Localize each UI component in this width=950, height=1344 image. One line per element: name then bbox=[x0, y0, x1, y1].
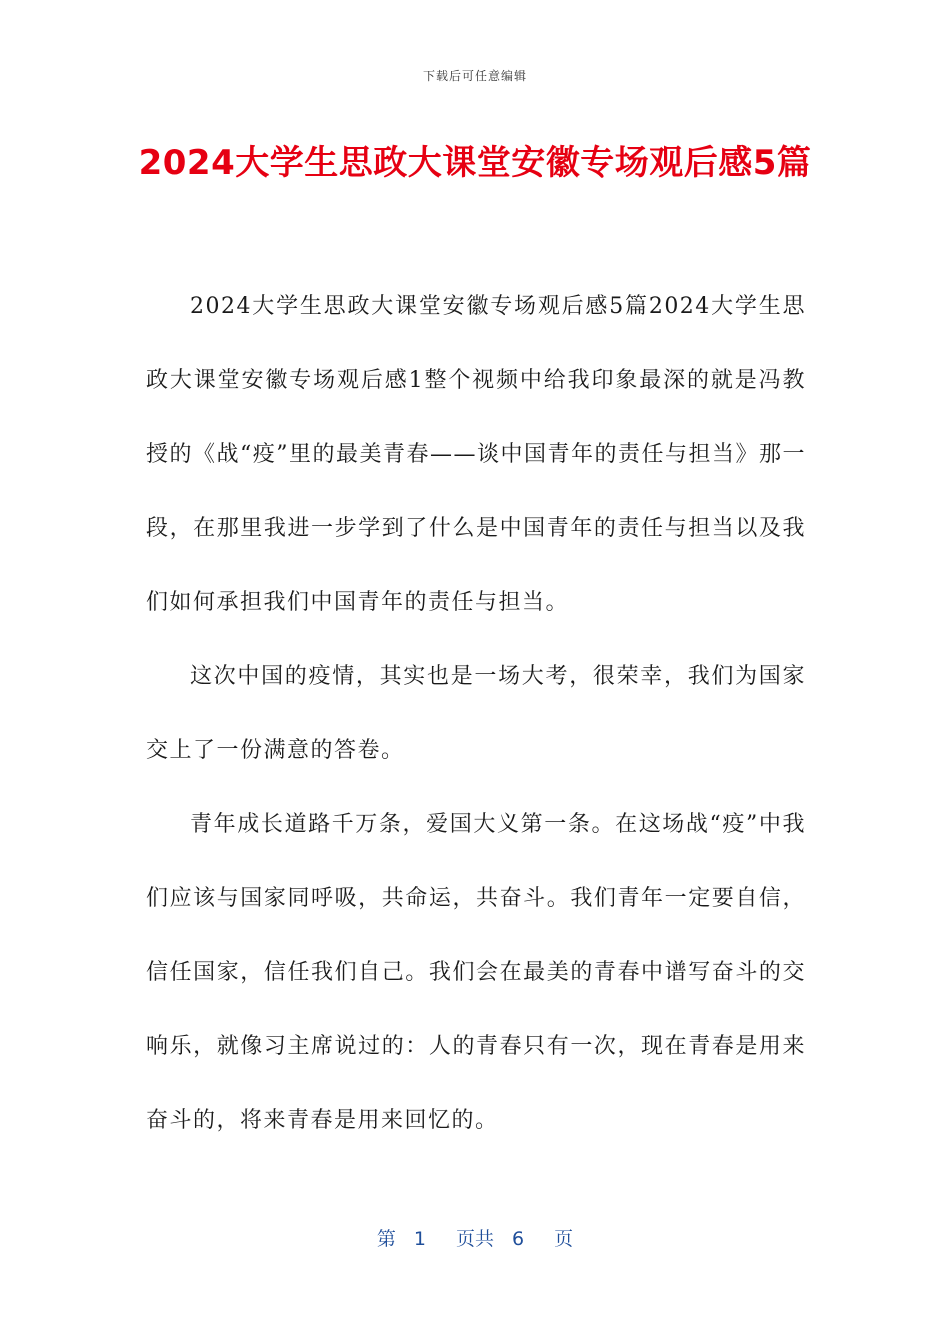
document-title: 2024大学生思政大课堂安徽专场观后感5篇 bbox=[138, 143, 812, 183]
page-footer bbox=[0, 1224, 950, 1251]
paragraph: 这次中国的疫情，其实也是一场大考，很荣幸，我们为国家交上了一份满意的答卷。 bbox=[146, 664, 806, 763]
page-suffix: 页 bbox=[554, 1228, 574, 1250]
page-number: 1 bbox=[413, 1228, 426, 1250]
paragraph: 2024大学生思政大课堂安徽专场观后感5篇2024大学生思政大课堂安徽专场观后感1整个视频中给我印象最深的就是冯教授的《战“疫”里的最美青春——谈中国青年的责任与担当》那一段，在那里我进一步学到了什么是中国青年的责任与担当以及我们如何承担我们中国青年的责任与担当。 bbox=[146, 294, 806, 615]
total-pages: 6 bbox=[512, 1228, 525, 1250]
header-note: 下载后可任意编辑 bbox=[422, 69, 527, 83]
page-prefix: 第 bbox=[376, 1228, 396, 1250]
document-body bbox=[146, 270, 806, 1158]
page-middle: 页共 bbox=[455, 1228, 494, 1250]
paragraph: 青年成长道路千万条，爱国大义第一条。在这场战“疫”中我们应该与国家同呼吸，共命运，共奋斗。我们青年一定要自信，信任国家，信任我们自己。我们会在最美的青春中谱写奋斗的交响乐，就像习主席说过的：人的青春只有一次，现在青春是用来奋斗的，将来青春是用来回忆的。 bbox=[146, 812, 806, 1133]
